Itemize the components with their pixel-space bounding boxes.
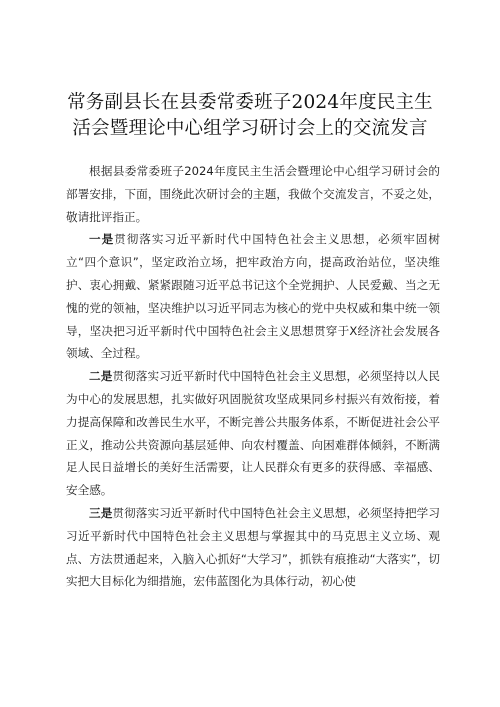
paragraph-point-three [66, 502, 440, 593]
document-title-line-2: 活会暨理论中心组学习研讨会上的交流发言 [72, 118, 428, 139]
paragraph-lead: 三是 [89, 505, 113, 520]
paragraph-lead: 一是 [89, 232, 115, 247]
paragraph-text: 贯彻落实习近平新时代中国特色社会主义思想，必须坚持以人民为中心的发展思想，扎实做好巩固脱贫攻坚成果同乡村振兴有效衔接，着力提高保障和改善民生水平，不断完善公共服务体系，不断促进社会公平正义，推动公共资源向基层延伸、向农村覆盖、向困难群体倾斜，不断满足人民日益增长的美好生活需要，让人民群众有更多的获得感、幸福感、安全感。 [66, 369, 440, 498]
paragraph-point-two [66, 365, 440, 502]
paragraph-text: 根据县委常委班子2024年度民主生活会暨理论中心组学习研讨会的部署安排，下面，围绕此次研讨会的主题，我做个交流发言，不妥之处，敬请批评指正。 [66, 164, 440, 224]
paragraph-text: 贯彻落实习近平新时代中国特色社会主义思想，必须牢固树立“四个意识”，坚定政治立场，把牢政治方向，提高政治站位，坚决维护、衷心拥戴、紧紧跟随习近平总书记这个全党拥护、人民爱戴、当之无愧的党的领袖，坚决维护以习近平同志为核心的党中央权威和集中统一领导，坚决把习近平新时代中国特色社会主义思想贯穿于X经济社会发展各领域、全过程。 [66, 232, 440, 361]
document-title-line-1: 常务副县长在县委常委班子2024年度民主生 [67, 92, 433, 113]
paragraph-point-one [66, 228, 440, 365]
paragraph-text: 贯彻落实习近平新时代中国特色社会主义思想，必须坚持把学习习近平新时代中国特色社会主义思想与掌握其中的马克思主义立场、观点、方法贯通起来，入脑入心抓好“大学习”，抓铁有痕推动“大落实”，切实把大目标化为细措施，宏伟蓝图化为具体行动，初心使 [66, 505, 440, 589]
paragraph-intro [66, 160, 440, 228]
document-body [66, 160, 440, 593]
paragraph-lead: 二是 [89, 369, 113, 384]
